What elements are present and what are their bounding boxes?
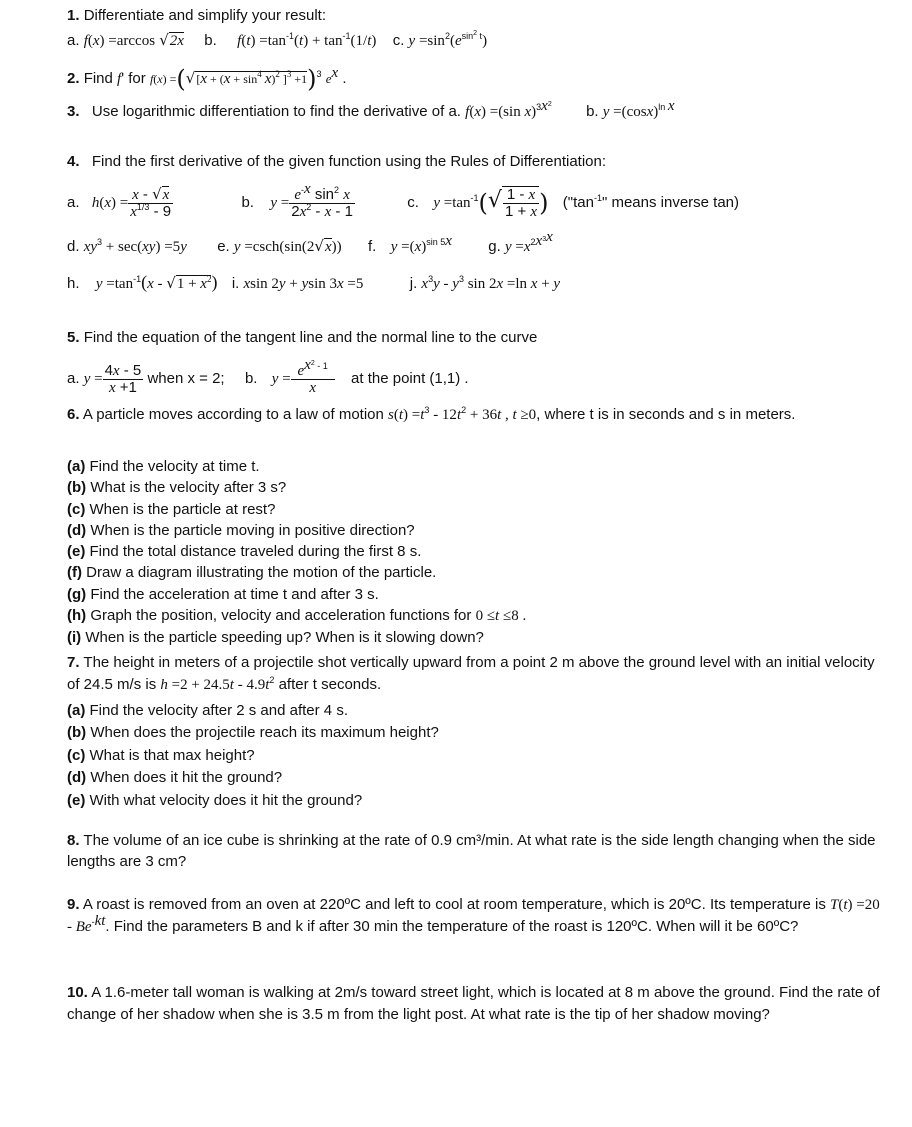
q6-item-i: (i) When is the particle speeding up? When is it slowing down? [67, 629, 484, 647]
q1-label-a: a. [67, 32, 80, 49]
q6-position-formula: s [388, 407, 394, 423]
q1c-formula: y [408, 33, 416, 49]
q7-item-c: (c) What is that max height? [67, 746, 255, 764]
q2-text: Find [83, 70, 113, 87]
q4-label-a: a. [67, 194, 80, 211]
q4-label-e: e. [217, 238, 230, 255]
q5-number: 5. [67, 329, 80, 346]
q6-item-c: (c) When is the particle at rest? [67, 500, 276, 518]
q4a-formula: h [91, 195, 100, 211]
q6-item-h: (h) Graph the position, velocity and acceleration functions for 0 ≤t ≤8 . [67, 607, 527, 625]
q3-label-b: b. [586, 103, 599, 120]
q6-item-g: (g) Find the acceleration at time t and after 3 s. [67, 585, 379, 603]
q4-label-j: j. [409, 275, 418, 292]
q4g-formula: y [504, 239, 512, 255]
q1-text: Differentiate and simplify your result: [83, 7, 327, 24]
q7-items [67, 700, 439, 812]
q7-item-e: (e) With what velocity does it hit the ground? [67, 791, 363, 809]
q4h-formula: y [95, 276, 103, 292]
q1-label-b: b. [204, 32, 217, 49]
q6-item-b: (b) What is the velocity after 3 s? [67, 479, 287, 497]
q6-item-f: (f) Draw a diagram illustrating the motion of the particle. [67, 564, 437, 582]
q4c-formula: y [433, 195, 440, 211]
q7-item-b: (b) When does the projectile reach its maximum height? [67, 724, 439, 742]
q4-heading [67, 152, 606, 172]
q4-label-c: c. [407, 194, 419, 211]
q7-text-pre: The height in meters of a projectile shot vertically upward from a point 2 m above the ground level with an initial velocity of 24.5 m/s is [67, 654, 875, 693]
q5a-condition: when x = 2; [147, 370, 225, 387]
q4-label-f: f. [368, 238, 377, 255]
q4-label-b: b. [241, 194, 254, 211]
q8-text: The volume of an ice cube is shrinking at the rate of 0.9 cm³/min. At what rate is the side length changing when the side lengths are 3 cm? [67, 832, 876, 870]
q2-formula: f [149, 72, 154, 86]
q9: 9. A roast is removed from an oven at 220ºC and left to cool at room temperature, which is 20ºC. Its temperature is $T(t) =20 - Be^{-kt}$. Find the parameters B and k if after 30 min the temperature of the roast is 120ºC. When will it be 60ºC? [67, 896, 880, 935]
q4-label-i: i. [231, 275, 240, 292]
q4d-formula: xy [83, 239, 98, 255]
q3-number: 3. [67, 103, 80, 120]
q4-number: 4. [67, 153, 80, 170]
q3: 3. Use logarithmic differentiation to find the derivative of a. f(x) =(sin x)$^{3x^2}$ b. $y =(\cos x)^{ln x}$ [67, 98, 675, 120]
q2: 2. Find f' for $f(x) =(√[x + (x + \sin^4 x)^2$ ]$^3$ +1)$^3$ $e^x$ . [67, 65, 347, 94]
q7-item-d: (d) When does it hit the ground? [67, 769, 283, 787]
q5a-formula: y [83, 371, 91, 387]
q7-height-formula: h [160, 677, 168, 693]
q5-heading [67, 328, 537, 348]
q1a-formula: f [83, 33, 88, 49]
q8-number: 8. [67, 832, 80, 849]
q9-text-post: . Find the parameters B and k if after 30 min the temperature of the roast is 120ºC. When will it be 60ºC? [105, 918, 799, 935]
q6-item-e: (e) Find the total distance traveled during the first 8 s. [67, 543, 422, 561]
q3b-formula: y [602, 104, 610, 120]
q3-text: Use logarithmic differentiation to find the derivative of [91, 103, 445, 120]
q1b-formula: f [237, 33, 242, 49]
q9-text-pre: A roast is removed from an oven at 220ºC and left to cool at room temperature, which is 20ºC. Its temperature is [82, 896, 826, 913]
q3a-formula: f [465, 104, 470, 120]
q5-parts: a. y = $\frac{4x - 5}{x +1}$ when x = 2; b. y = $\frac{e^{x^2 - 1}}{x}$ at the point (1,1) . [67, 356, 469, 396]
q10 [67, 982, 882, 1026]
q5b-condition: at the point (1,1) . [351, 370, 469, 387]
q6-number: 6. [67, 406, 80, 423]
q4-text: Find the first derivative of the given function using the Rules of Differentiation: [91, 153, 607, 170]
q4-row1: a. h(x) = $\frac{x - √x}{x^{1/3} - 9}$ b. y = $\frac{e^{-x} \sin^2 x}{2x^2 - x - 1}$ c. $y =\tan^{-1}(√$ $\frac{1 - x}{1 + x}$ ) ("$\tan^{-1}$" means inverse tan) [67, 180, 740, 221]
q1-label-c: c. [392, 32, 405, 49]
q4-label-h: h. [67, 275, 80, 292]
q6-item-a: (a) Find the velocity at time t. [67, 458, 260, 475]
q9-number: 9. [67, 896, 80, 913]
q1-parts: a. f(x) =arccos √2x b. $f(t) =\tan^{-1}(t) + \tan^{-1}(1/t)$ c. $y =\sin^2(e^{sin^2 t})$ [67, 30, 488, 49]
q8 [67, 830, 882, 872]
q2-for: for [128, 70, 146, 87]
q6-statement: 6. A particle moves according to a law of motion $s(t) =t^3 - 12t^2 + 36t$ , t ≥0, where t is in seconds and s in meters. [67, 405, 796, 423]
q9-temperature-formula: T [830, 897, 839, 913]
q5-label-b: b. [244, 370, 258, 387]
q4b-formula: y [270, 195, 277, 211]
q10-text: A 1.6-meter tall woman is walking at 2m/s toward street light, which is located at 8 m above the ground. Find the rate of change of her shadow when she is 3.5 m from the light post. At what rate is the tip of her shadow moving? [67, 984, 880, 1023]
q4i-formula: x [243, 276, 251, 292]
q5b-formula: y [271, 371, 279, 387]
q6-text-post: , where t is in seconds and s in meters. [536, 406, 796, 423]
q4-row3: h. $y =\tan^{-1}(x - √1 + x^2)$ i. xsin 2y + ysin 3x =5 j. $x^3y - y^3$ sin 2x =ln x + y [67, 272, 561, 292]
q6-item-d: (d) When is the particle moving in positive direction? [67, 521, 415, 539]
q6-text-pre: A particle moves according to a law of motion [82, 406, 384, 423]
q4-row2: d. $xy^3 + \sec(xy) =5y$ e. y =csch(sin(2√x)) f. $y =(x)^{sin 5x}$ g. $y =x^{2x^{3x}}$ [67, 229, 553, 255]
q1-number: 1. [67, 7, 80, 24]
q6-items [67, 456, 526, 649]
q5-text: Find the equation of the tangent line and the normal line to the curve [83, 329, 538, 346]
q7-item-a: (a) Find the velocity after 2 s and after 4 s. [67, 702, 348, 719]
q4-label-g: g. [488, 238, 501, 255]
q2-number: 2. [67, 70, 80, 87]
q5-label-a: a. [67, 370, 80, 387]
q7-number: 7. [67, 654, 80, 671]
q4e-formula: y [233, 239, 241, 255]
q1-heading [67, 6, 326, 26]
q4f-formula: y [390, 239, 398, 255]
q7-statement: 7. The height in meters of a projectile shot vertically upward from a point 2 m above the ground level with an initial velocity of 24.5 m/s is $h =2 + 24.5t - 4.9t^2$ after t seconds. [67, 654, 875, 693]
q7-text-post: after t seconds. [278, 676, 382, 693]
q4-label-d: d. [67, 238, 80, 255]
q3-label-a: a. [448, 103, 461, 120]
q10-number: 10. [67, 984, 88, 1001]
q4-note: ("$\tan^{-1}$" means inverse tan) [562, 193, 740, 211]
q4j-formula: x [421, 276, 429, 292]
